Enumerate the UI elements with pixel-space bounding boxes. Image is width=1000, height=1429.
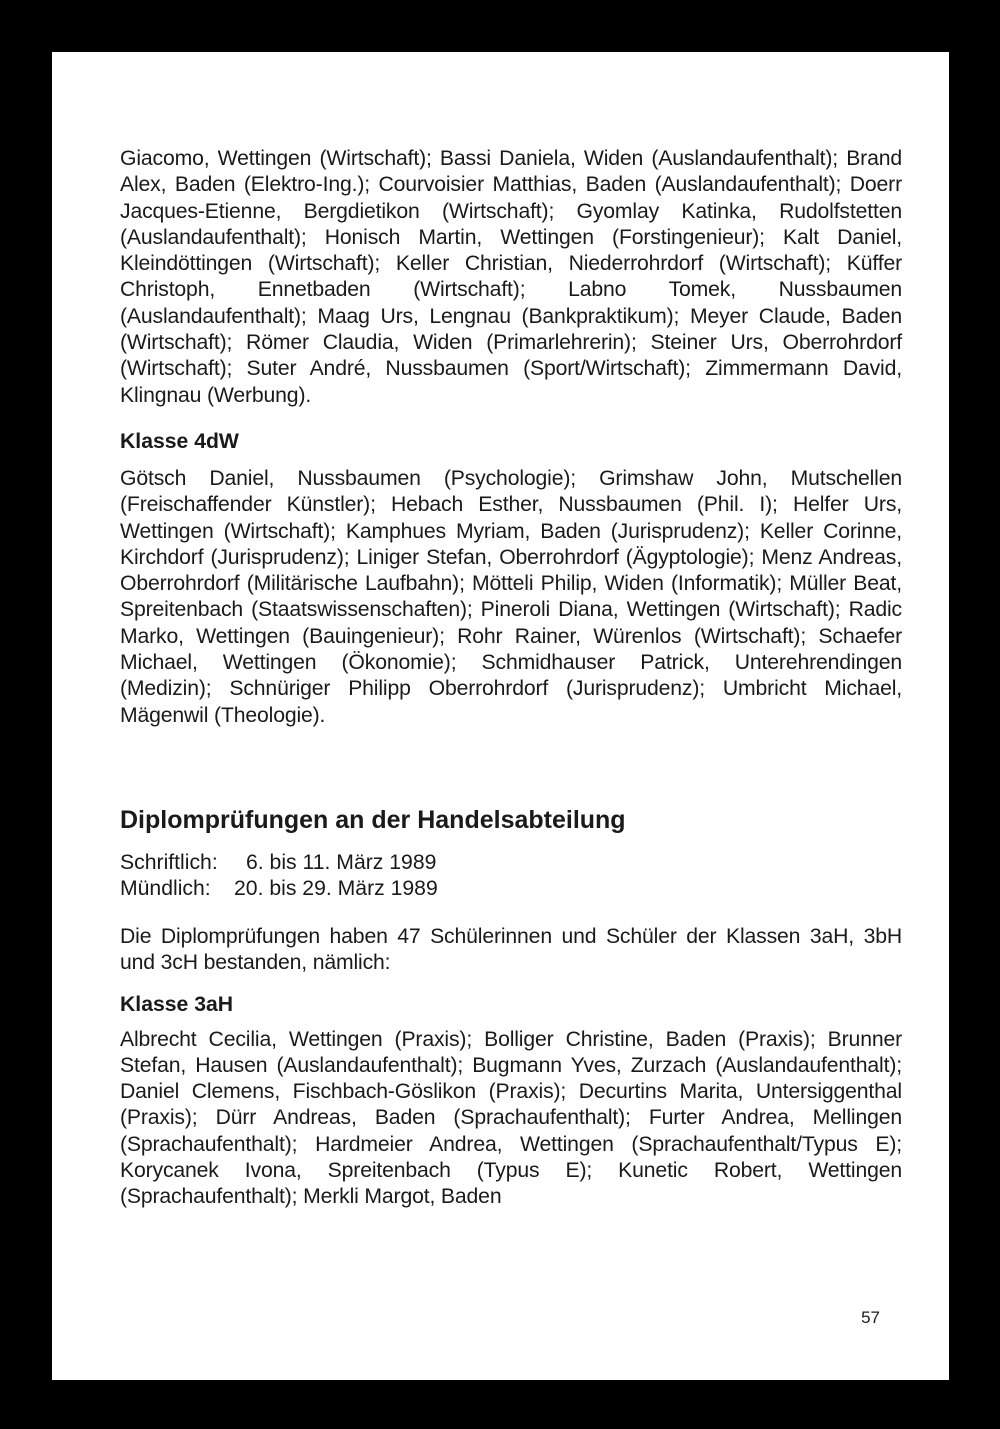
schedule-written-row [120,850,902,877]
schedule-oral-dates: 20. bis 29. März 1989 [234,877,438,901]
schedule-oral-label: Mündlich: [120,877,211,901]
schedule-written-dates: 6. bis 11. März 1989 [246,850,437,874]
klasse-4dw-heading: Klasse 4dW [120,429,239,453]
klasse-3ah-text: Albrecht Cecilia, Wettingen (Praxis); Bolliger Christine, Baden (Praxis); Brunner Stefan, Hausen (Auslandaufenthalt); Bugmann Yves, Zurzach (Auslandaufenthalt); Daniel Clemens, Fischbach-Göslikon (Praxis); Decurtins Marita, Untersiggenthal (Praxis); Dürr Andreas, Baden (Sprachaufenthalt); Furter Andrea, Mellingen (Sprachaufenthalt); Hardmeier Andrea, Wettingen (Sprachaufenthalt/Typus E); Korycanek Ivona, Spreitenbach (Typus E); Kunetic Robert, Wettingen (Sprachaufenthalt); Merkli Margot, Baden [120,1027,902,1209]
klasse-4dw-text: Götsch Daniel, Nussbaumen (Psychologie); Grimshaw John, Mutschellen (Freischaffender Künstler); Hebach Esther, Nussbaumen (Phil. I); Helfer Urs, Wettingen (Wirtschaft); Kamphues Myriam, Baden (Jurisprudenz); Keller Corinne, Kirchdorf (Jurisprudenz); Liniger Stefan, Oberrohrdorf (Ägyptologie); Menz Andreas, Oberrohrdorf (Militärische Laufbahn); Mötteli Philip, Widen (Informatik); Müller Beat, Spreitenbach (Staatswissenschaften); Pineroli Diana, Wettingen (Wirtschaft); Radic Marko, Wettingen (Bauingenieur); Rohr Rainer, Würenlos (Wirtschaft); Schaefer Michael, Wettingen (Ökonomie); Schmidhauser Patrick, Unterehrendingen (Medizin); Schnüriger Philipp Oberrohrdorf (Jurisprudenz); Umbricht Michael, Mägenwil (Theologie). [120,466,902,727]
class-3dw-continued-text: Giacomo, Wettingen (Wirtschaft); Bassi Daniela, Widen (Auslandaufenthalt); Brand Alex, Baden (Elektro-Ing.); Courvoisier Matthias, Baden (Auslandaufenthalt); Doerr Jacques-Etienne, Bergdietikon (Wirtschaft); Gyomlay Katinka, Rudolfstetten (Auslandaufenthalt); Honisch Martin, Wettingen (Forstingenieur); Kalt Daniel, Kleindöttingen (Wirtschaft); Keller Christian, Niederrohrdorf (Wirtschaft); Küffer Christoph, Ennetbaden (Wirtschaft); Labno Tomek, Nussbaumen (Auslandaufenthalt); Maag Urs, Lengnau (Bankpraktikum); Meyer Claude, Baden (Wirtschaft); Römer Claudia, Widen (Primarlehrerin); Steiner Urs, Oberrohrdorf (Wirtschaft); Suter André, Nussbaumen (Sport/Wirtschaft); Zimmermann David, Klingnau (Werbung). [120,147,902,407]
exam-schedule [120,850,902,903]
schedule-written-label: Schriftlich: [120,850,218,874]
page-content [120,146,902,1211]
diplom-heading: Diplomprüfungen an der Handelsabteilung [120,805,626,834]
schedule-oral-row [120,876,902,903]
diplom-intro-text: Die Diplomprüfungen haben 47 Schülerinnen und Schüler der Klassen 3aH, 3bH und 3cH bestanden, nämlich: [120,924,902,975]
document-page [52,52,949,1380]
klasse-3ah-heading: Klasse 3aH [120,992,234,1016]
page-number: 57 [861,1308,880,1327]
